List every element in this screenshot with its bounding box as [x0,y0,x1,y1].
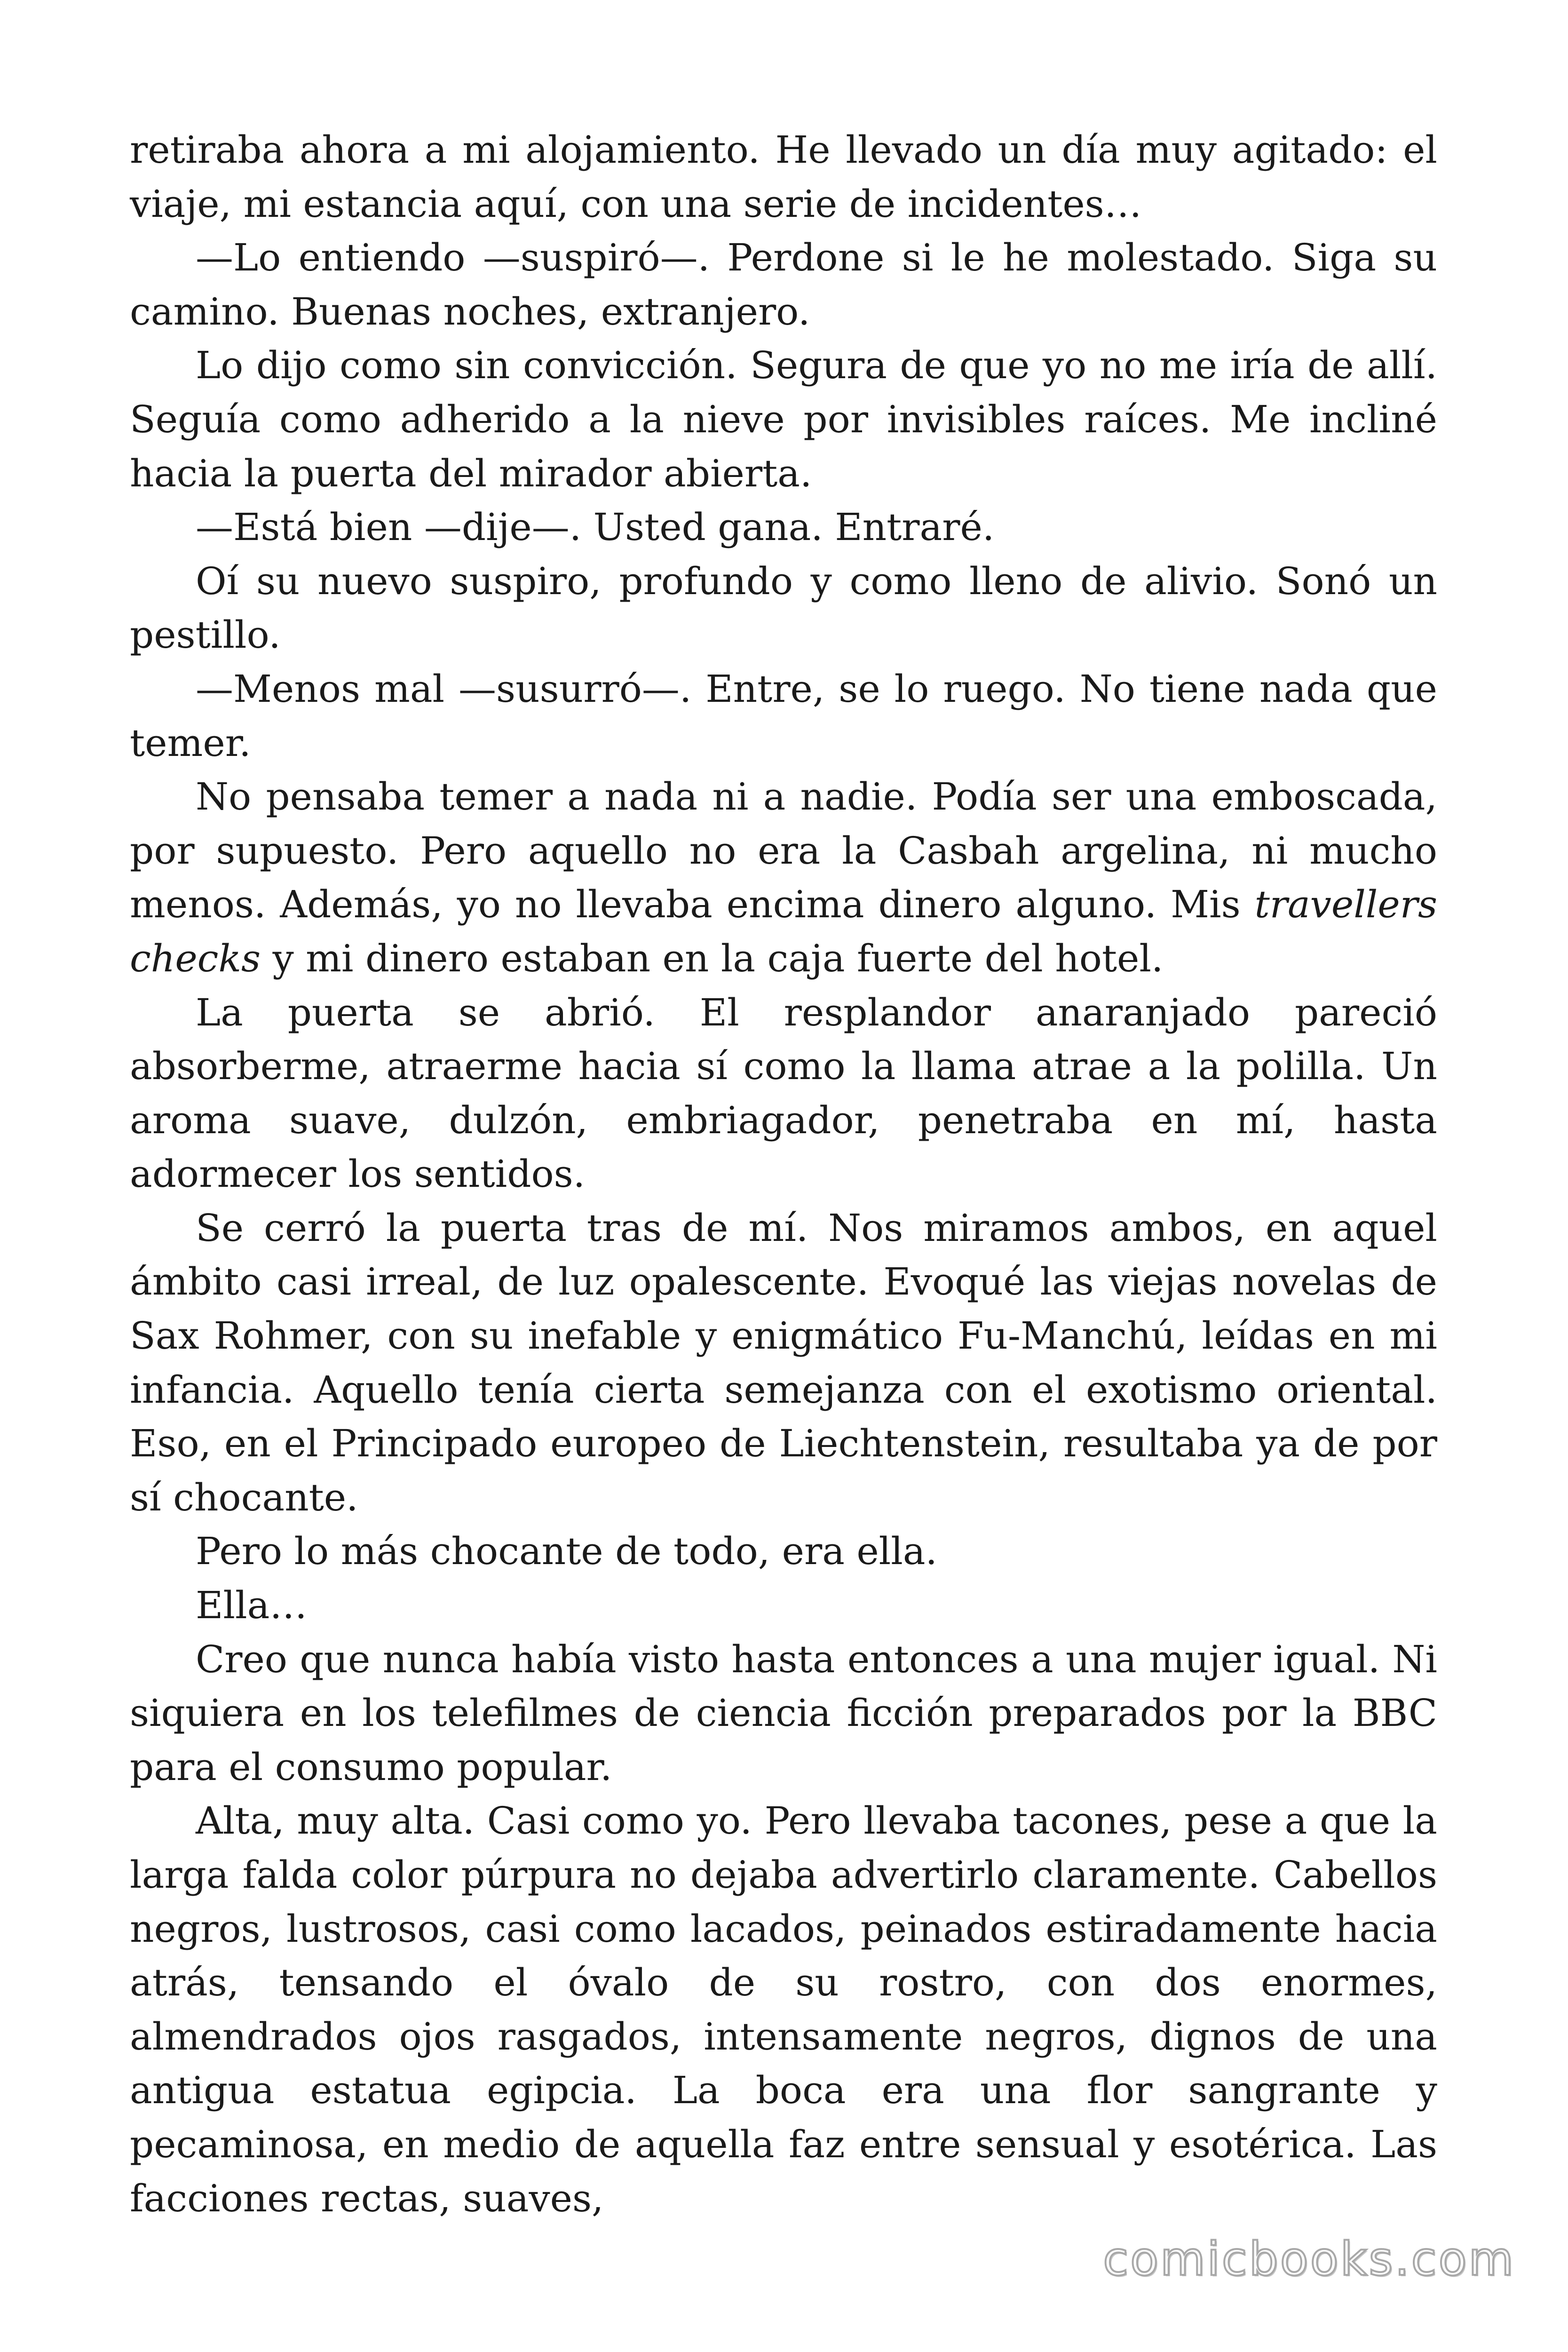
paragraph: —Menos mal —susurró—. Entre, se lo ruego. No tiene nada que temer. [130,667,1437,765]
paragraph: retiraba ahora a mi alojamiento. He llevado un día muy agitado: el viaje, mi estancia aquí, con una serie de incidentes… [130,128,1437,226]
paragraph: Creo que nunca había visto hasta entonces a una mujer igual. Ni siquiera en los telefilmes de ciencia ficción preparados por la BBC para el consumo popular. [130,1637,1437,1789]
paragraph-text: No pensaba temer a nada ni a nadie. Podía ser una emboscada, por supuesto. Pero aquello no era la Casbah argelina, ni mucho menos. Además, yo no llevaba encima dinero alguno. Mis [130,775,1437,927]
paragraph-text: y mi dinero estaban en la caja fuerte del hotel. [261,936,1164,980]
paragraph: —Está bien —dije—. Usted gana. Entraré. [196,505,995,549]
body-text [130,123,1437,2225]
paragraph: —Lo entiendo —suspiró—. Perdone si le he molestado. Siga su camino. Buenas noches, extranjero. [130,236,1437,334]
paragraph: Pero lo más chocante de todo, era ella. [196,1529,937,1573]
paragraph [130,770,1437,985]
paragraph: Oí su nuevo suspiro, profundo y como lleno de alivio. Sonó un pestillo. [130,559,1437,657]
paragraph: Lo dijo como sin convicción. Segura de que yo no me iría de allí. Seguía como adherido a la nieve por invisibles raíces. Me incliné hacia la puerta del mirador abierta. [130,343,1437,495]
paragraph: Se cerró la puerta tras de mí. Nos miramos ambos, en aquel ámbito casi irreal, de luz opalescente. Evoqué las viejas novelas de Sax Rohmer, con su inefable y enigmático Fu-Manchú, leídas en mi infancia. Aquello tenía cierta semejanza con el exotismo oriental. Eso, en el Principado europeo de Liechtenstein, resultaba ya de por sí chocante. [130,1206,1437,1519]
paragraph: Alta, muy alta. Casi como yo. Pero llevaba tacones, pese a que la larga falda color púrpura no dejaba advertirlo claramente. Cabellos negros, lustrosos, casi como lacados, peinados estiradamente hacia atrás, tensando el óvalo de su rostro, con dos enormes, almendrados ojos rasgados, intensamente negros, dignos de una antigua estatua egipcia. La boca era una flor sangrante y pecaminosa, en medio de aquella faz entre sensual y esotérica. Las facciones rectas, suaves, [130,1799,1437,2220]
watermark-logo: comicbooks.com [1103,2233,1515,2286]
italic-phrase: travellers checks [130,882,1437,980]
paragraph: Ella… [196,1583,308,1628]
paragraph: La puerta se abrió. El resplandor anaranjado pareció absorberme, atraerme hacia sí como la llama atrae a la polilla. Un aroma suave, dulzón, embriagador, penetraba en mí, hasta adormecer los sentidos. [130,990,1437,1196]
